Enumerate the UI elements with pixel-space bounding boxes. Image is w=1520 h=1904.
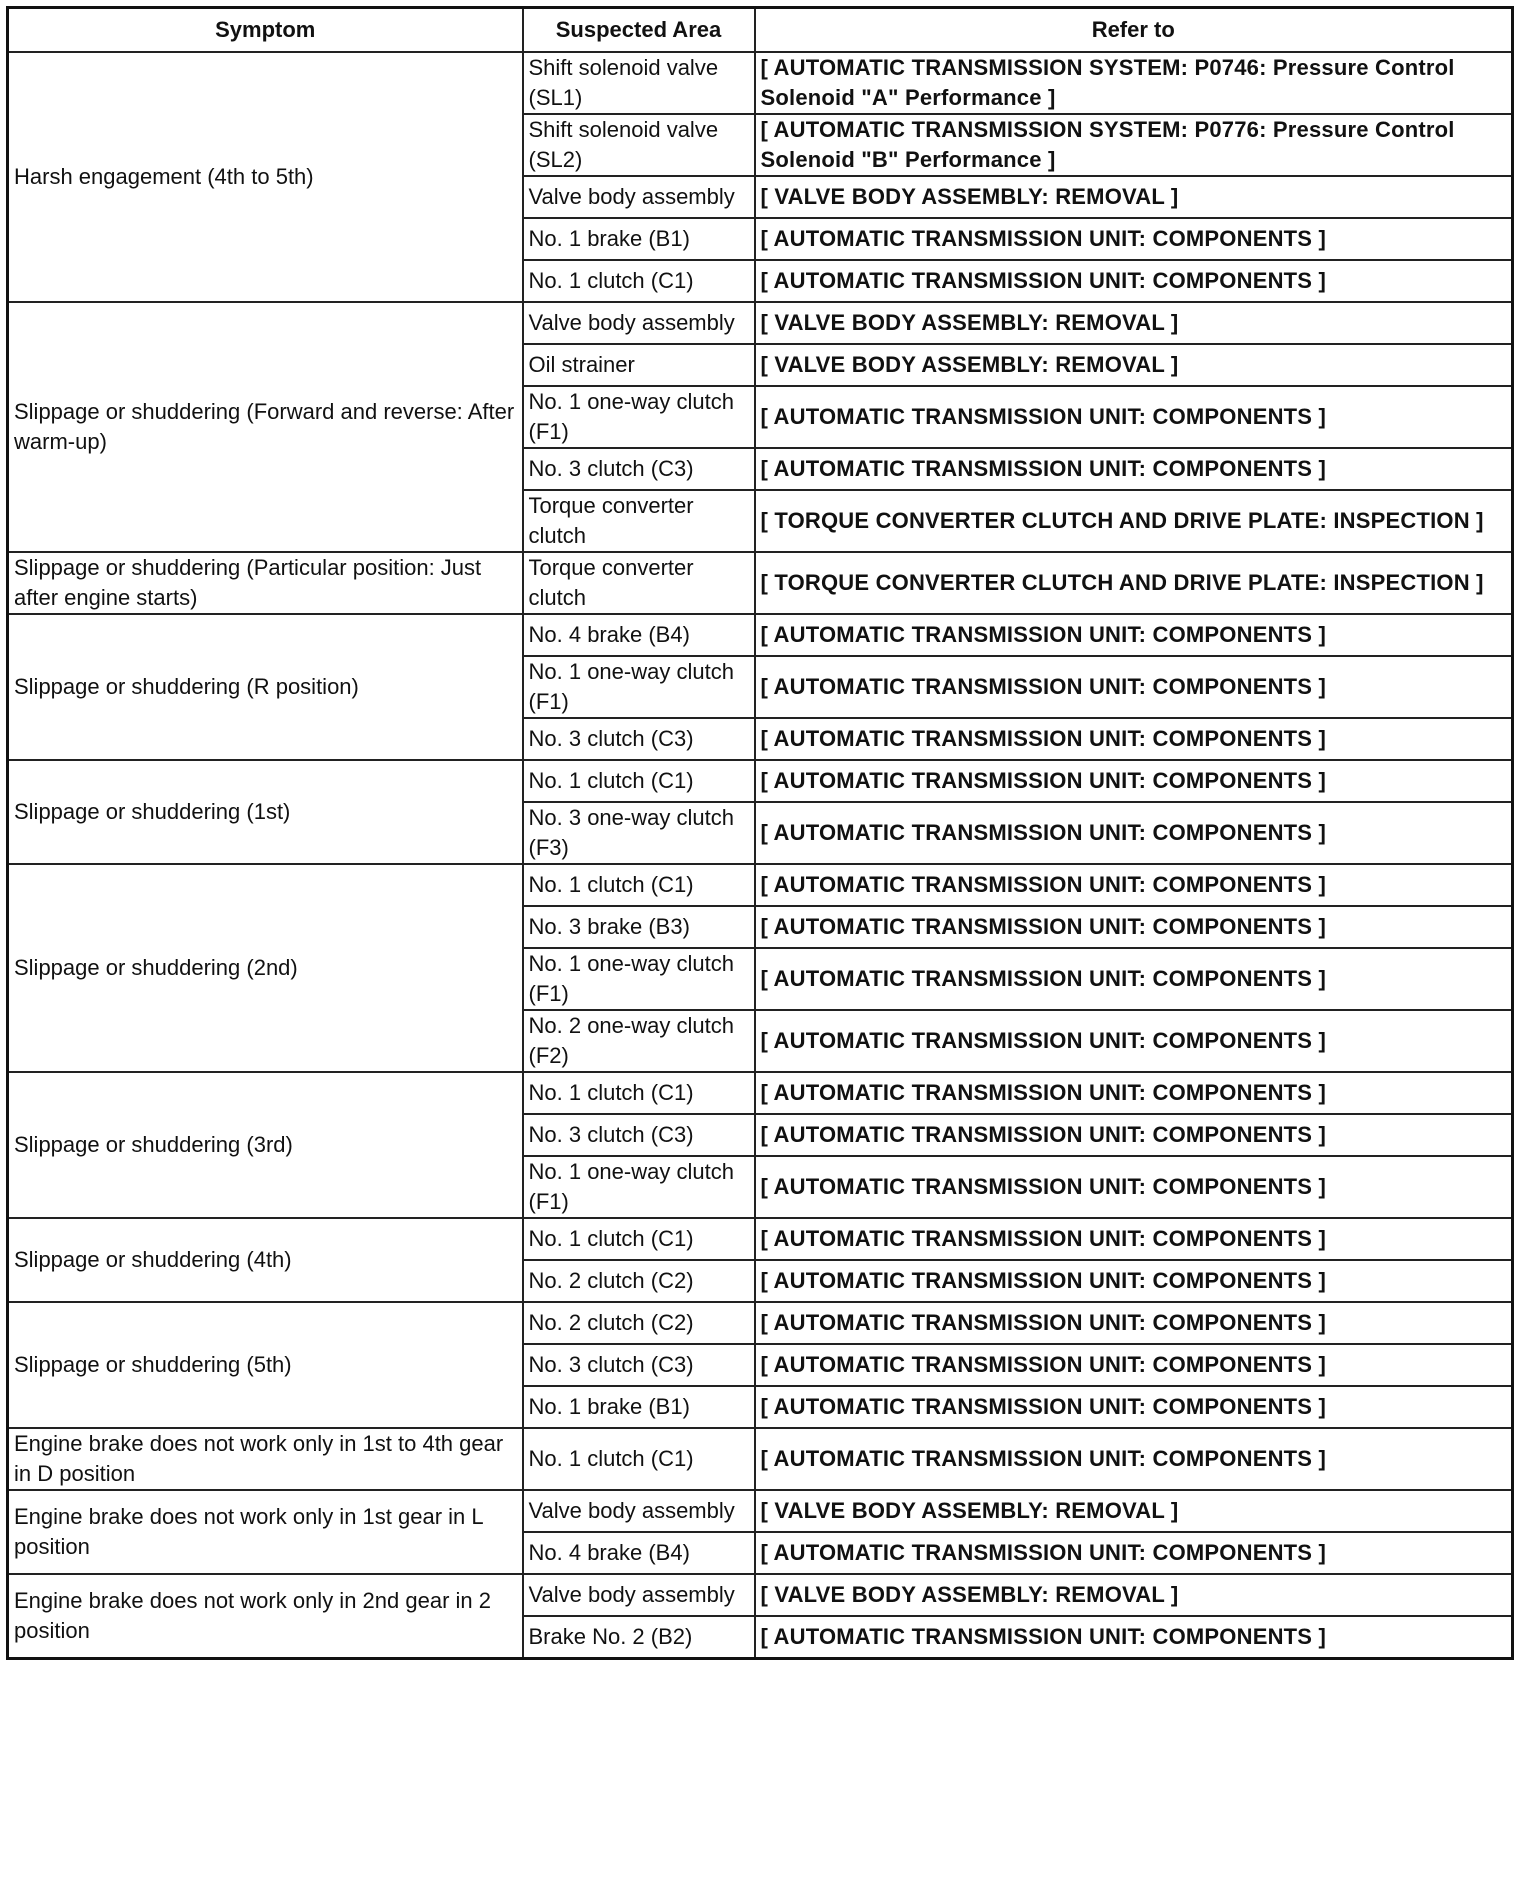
suspected-area-cell: No. 1 brake (B1) [523,1386,755,1428]
suspected-area-cell: No. 1 clutch (C1) [523,760,755,802]
suspected-area-cell: No. 1 brake (B1) [523,218,755,260]
symptom-cell: Harsh engagement (4th to 5th) [8,52,523,302]
suspected-area-cell: No. 1 one-way clutch (F1) [523,656,755,718]
suspected-area-cell: No. 3 brake (B3) [523,906,755,948]
suspected-area-cell: No. 1 clutch (C1) [523,1428,755,1490]
suspected-area-cell: Valve body assembly [523,176,755,218]
refer-to-link[interactable]: [ AUTOMATIC TRANSMISSION UNIT: COMPONENTS ] [755,1114,1513,1156]
suspected-area-cell: Valve body assembly [523,1490,755,1532]
suspected-area-cell: No. 2 one-way clutch (F2) [523,1010,755,1072]
troubleshooting-table [6,6,1514,1660]
refer-to-link[interactable]: [ AUTOMATIC TRANSMISSION UNIT: COMPONENTS ] [755,718,1513,760]
suspected-area-cell: Valve body assembly [523,302,755,344]
refer-to-link[interactable]: [ AUTOMATIC TRANSMISSION UNIT: COMPONENTS ] [755,1156,1513,1218]
header-suspected-area: Suspected Area [523,8,755,53]
suspected-area-cell: No. 1 one-way clutch (F1) [523,386,755,448]
suspected-area-cell: No. 1 clutch (C1) [523,1072,755,1114]
suspected-area-cell: No. 2 clutch (C2) [523,1260,755,1302]
refer-to-link[interactable]: [ AUTOMATIC TRANSMISSION UNIT: COMPONENTS ] [755,906,1513,948]
refer-to-link[interactable]: [ AUTOMATIC TRANSMISSION SYSTEM: P0746: Pressure Control Solenoid "A" Performance ] [755,52,1513,114]
refer-to-link[interactable]: [ AUTOMATIC TRANSMISSION UNIT: COMPONENTS ] [755,1616,1513,1659]
suspected-area-cell: No. 1 clutch (C1) [523,1218,755,1260]
refer-to-link[interactable]: [ AUTOMATIC TRANSMISSION UNIT: COMPONENTS ] [755,1260,1513,1302]
table-row [8,1574,1513,1616]
refer-to-link[interactable]: [ AUTOMATIC TRANSMISSION UNIT: COMPONENTS ] [755,448,1513,490]
suspected-area-cell: Brake No. 2 (B2) [523,1616,755,1659]
refer-to-link[interactable]: [ AUTOMATIC TRANSMISSION UNIT: COMPONENTS ] [755,1428,1513,1490]
suspected-area-cell: Valve body assembly [523,1574,755,1616]
header-row [8,8,1513,53]
symptom-cell: Slippage or shuddering (Forward and reverse: After warm-up) [8,302,523,552]
suspected-area-cell: Shift solenoid valve (SL1) [523,52,755,114]
refer-to-link[interactable]: [ AUTOMATIC TRANSMISSION UNIT: COMPONENTS ] [755,1302,1513,1344]
symptom-cell: Slippage or shuddering (4th) [8,1218,523,1302]
refer-to-link[interactable]: [ AUTOMATIC TRANSMISSION UNIT: COMPONENTS ] [755,386,1513,448]
table-row [8,1218,1513,1260]
symptom-cell: Engine brake does not work only in 1st to 4th gear in D position [8,1428,523,1490]
refer-to-link[interactable]: [ VALVE BODY ASSEMBLY: REMOVAL ] [755,344,1513,386]
symptom-cell: Slippage or shuddering (5th) [8,1302,523,1428]
refer-to-link[interactable]: [ AUTOMATIC TRANSMISSION UNIT: COMPONENTS ] [755,1010,1513,1072]
suspected-area-cell: No. 3 one-way clutch (F3) [523,802,755,864]
refer-to-link[interactable]: [ AUTOMATIC TRANSMISSION UNIT: COMPONENTS ] [755,1386,1513,1428]
symptom-cell: Slippage or shuddering (R position) [8,614,523,760]
refer-to-link[interactable]: [ VALVE BODY ASSEMBLY: REMOVAL ] [755,302,1513,344]
table-row [8,760,1513,802]
suspected-area-cell: No. 4 brake (B4) [523,1532,755,1574]
suspected-area-cell: No. 3 clutch (C3) [523,448,755,490]
suspected-area-cell: Torque converter clutch [523,490,755,552]
refer-to-link[interactable]: [ AUTOMATIC TRANSMISSION UNIT: COMPONENTS ] [755,760,1513,802]
suspected-area-cell: No. 3 clutch (C3) [523,718,755,760]
refer-to-link[interactable]: [ AUTOMATIC TRANSMISSION UNIT: COMPONENTS ] [755,948,1513,1010]
refer-to-link[interactable]: [ VALVE BODY ASSEMBLY: REMOVAL ] [755,1574,1513,1616]
suspected-area-cell: Shift solenoid valve (SL2) [523,114,755,176]
refer-to-link[interactable]: [ AUTOMATIC TRANSMISSION UNIT: COMPONENTS ] [755,218,1513,260]
refer-to-link[interactable]: [ AUTOMATIC TRANSMISSION SYSTEM: P0776: Pressure Control Solenoid "B" Performance ] [755,114,1513,176]
symptom-cell: Engine brake does not work only in 2nd gear in 2 position [8,1574,523,1659]
suspected-area-cell: No. 1 one-way clutch (F1) [523,948,755,1010]
table-row [8,1490,1513,1532]
suspected-area-cell: No. 2 clutch (C2) [523,1302,755,1344]
suspected-area-cell: No. 1 clutch (C1) [523,864,755,906]
table-row [8,1302,1513,1344]
symptom-cell: Slippage or shuddering (1st) [8,760,523,864]
table-row [8,864,1513,906]
header-symptom: Symptom [8,8,523,53]
refer-to-link[interactable]: [ AUTOMATIC TRANSMISSION UNIT: COMPONENTS ] [755,1072,1513,1114]
table-body [8,52,1513,1659]
suspected-area-cell: No. 1 one-way clutch (F1) [523,1156,755,1218]
refer-to-link[interactable]: [ AUTOMATIC TRANSMISSION UNIT: COMPONENTS ] [755,1532,1513,1574]
symptom-cell: Engine brake does not work only in 1st gear in L position [8,1490,523,1574]
suspected-area-cell: No. 3 clutch (C3) [523,1344,755,1386]
table-row [8,1072,1513,1114]
header-refer-to: Refer to [755,8,1513,53]
refer-to-link[interactable]: [ AUTOMATIC TRANSMISSION UNIT: COMPONENTS ] [755,1218,1513,1260]
refer-to-link[interactable]: [ VALVE BODY ASSEMBLY: REMOVAL ] [755,176,1513,218]
suspected-area-cell: No. 1 clutch (C1) [523,260,755,302]
suspected-area-cell: Torque converter clutch [523,552,755,614]
table-row [8,1428,1513,1490]
table-row [8,552,1513,614]
refer-to-link[interactable]: [ AUTOMATIC TRANSMISSION UNIT: COMPONENTS ] [755,260,1513,302]
refer-to-link[interactable]: [ TORQUE CONVERTER CLUTCH AND DRIVE PLATE: INSPECTION ] [755,490,1513,552]
table-row [8,614,1513,656]
refer-to-link[interactable]: [ AUTOMATIC TRANSMISSION UNIT: COMPONENTS ] [755,1344,1513,1386]
refer-to-link[interactable]: [ VALVE BODY ASSEMBLY: REMOVAL ] [755,1490,1513,1532]
symptom-cell: Slippage or shuddering (3rd) [8,1072,523,1218]
refer-to-link[interactable]: [ TORQUE CONVERTER CLUTCH AND DRIVE PLATE: INSPECTION ] [755,552,1513,614]
refer-to-link[interactable]: [ AUTOMATIC TRANSMISSION UNIT: COMPONENTS ] [755,864,1513,906]
refer-to-link[interactable]: [ AUTOMATIC TRANSMISSION UNIT: COMPONENTS ] [755,614,1513,656]
suspected-area-cell: No. 4 brake (B4) [523,614,755,656]
symptom-cell: Slippage or shuddering (Particular position: Just after engine starts) [8,552,523,614]
suspected-area-cell: Oil strainer [523,344,755,386]
refer-to-link[interactable]: [ AUTOMATIC TRANSMISSION UNIT: COMPONENTS ] [755,656,1513,718]
table-row [8,302,1513,344]
table-row [8,52,1513,114]
suspected-area-cell: No. 3 clutch (C3) [523,1114,755,1156]
symptom-cell: Slippage or shuddering (2nd) [8,864,523,1072]
refer-to-link[interactable]: [ AUTOMATIC TRANSMISSION UNIT: COMPONENTS ] [755,802,1513,864]
